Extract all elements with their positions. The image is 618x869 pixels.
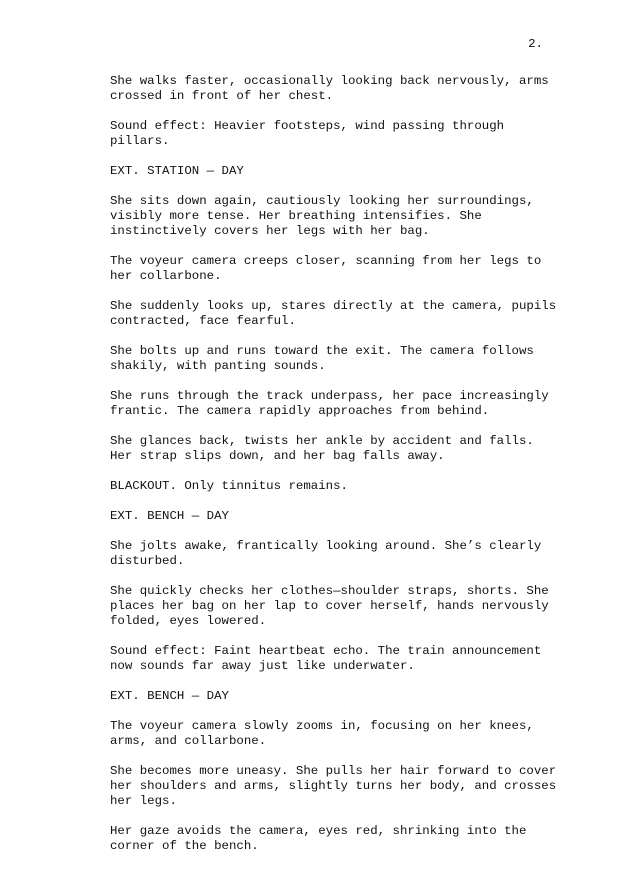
paragraph-5: She suddenly looks up, stares directly at the camera, pupils contracted, face fearful.	[110, 299, 557, 328]
paragraph-6: She bolts up and runs toward the exit. The camera follows shakily, with panting sounds.	[110, 344, 534, 373]
page-number: 2.	[528, 37, 543, 51]
scene-heading-2: EXT. BENCH — DAY	[110, 509, 229, 523]
script-body	[110, 74, 560, 869]
paragraph-11: She quickly checks her clothes—shoulder straps, shorts. She places her bag on her lap to cover herself, hands nervously folded, eyes lowered.	[110, 584, 549, 628]
scene-heading-3: EXT. BENCH — DAY	[110, 689, 229, 703]
paragraph-3: She sits down again, cautiously looking her surroundings, visibly more tense. Her breathing intensifies. She instinctively covers her legs with her bag.	[110, 194, 534, 238]
paragraph-10: She jolts awake, frantically looking around. She’s clearly disturbed.	[110, 539, 542, 568]
paragraph-2: Sound effect: Heavier footsteps, wind passing through pillars.	[110, 119, 505, 148]
paragraph-4: The voyeur camera creeps closer, scanning from her legs to her collarbone.	[110, 254, 542, 283]
paragraph-1: She walks faster, occasionally looking back nervously, arms crossed in front of her chest.	[110, 74, 549, 103]
paragraph-12: Sound effect: Faint heartbeat echo. The train announcement now sounds far away just like underwater.	[110, 644, 542, 673]
paragraph-7: She runs through the track underpass, her pace increasingly frantic. The camera rapidly approaches from behind.	[110, 389, 549, 418]
paragraph-14: She becomes more uneasy. She pulls her hair forward to cover her shoulders and arms, slightly turns her body, and crosses her legs.	[110, 764, 557, 808]
paragraph-13: The voyeur camera slowly zooms in, focusing on her knees, arms, and collarbone.	[110, 719, 534, 748]
paragraph-15: Her gaze avoids the camera, eyes red, shrinking into the corner of the bench.	[110, 824, 527, 853]
paragraph-8: She glances back, twists her ankle by accident and falls. Her strap slips down, and her bag falls away.	[110, 434, 534, 463]
scene-heading-1: EXT. STATION — DAY	[110, 164, 244, 178]
paragraph-9: BLACKOUT. Only tinnitus remains.	[110, 479, 348, 493]
